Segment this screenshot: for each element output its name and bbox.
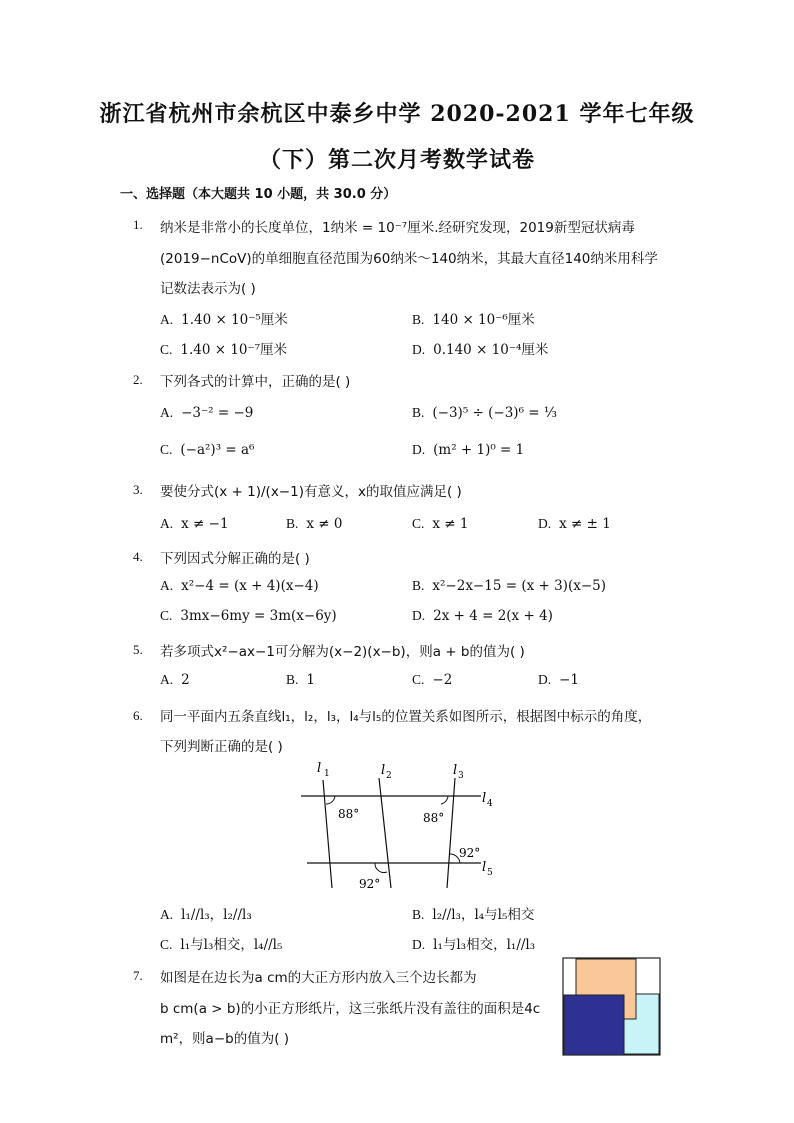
option-label: B. xyxy=(412,405,425,420)
option-text: −3⁻² = −9 xyxy=(181,405,254,421)
option-c[interactable] xyxy=(160,442,254,458)
question-text: 纳米是非常小的长度单位，1纳米 = 10⁻⁷厘米.经研究发现，2019新型冠状病毒 xyxy=(160,220,635,236)
option-text: l₁与l₃相交，l₄//l₅ xyxy=(180,937,283,953)
angle-arc xyxy=(326,796,335,804)
option-label: B. xyxy=(412,312,425,327)
option-text: 1 xyxy=(306,672,315,688)
option-label: D. xyxy=(412,608,426,623)
question-number: 7. xyxy=(133,968,143,983)
option-d[interactable] xyxy=(412,608,553,624)
option-label: C. xyxy=(160,608,173,623)
option-text: 1.40 × 10⁻⁵厘米 xyxy=(181,312,288,328)
label-l4-sub: 4 xyxy=(487,799,493,809)
option-text: −2 xyxy=(432,672,453,688)
angle-label: 92° xyxy=(459,846,481,860)
option-b[interactable] xyxy=(412,903,534,923)
angle-label: 88° xyxy=(423,811,445,825)
option-b[interactable] xyxy=(286,516,343,532)
option-label: A. xyxy=(160,516,174,531)
option-label: C. xyxy=(412,516,425,531)
option-d[interactable] xyxy=(538,516,611,532)
option-text: l₁与l₃相交，l₁//l₃ xyxy=(433,937,536,953)
option-label: D. xyxy=(538,516,552,531)
option-d[interactable] xyxy=(412,338,548,358)
option-label: B. xyxy=(412,907,425,922)
option-c[interactable] xyxy=(160,608,337,624)
option-label: D. xyxy=(412,937,426,952)
option-label: A. xyxy=(160,578,174,593)
option-text: 3mx−6my = 3m(x−6y) xyxy=(180,608,337,624)
option-label: B. xyxy=(286,516,299,531)
label-l3-sub: 3 xyxy=(458,771,464,781)
option-d[interactable] xyxy=(412,933,535,953)
option-b[interactable] xyxy=(286,672,315,688)
blue-square xyxy=(564,995,624,1055)
option-label: A. xyxy=(160,405,174,420)
question-text: 下列各式的计算中，正确的是( ) xyxy=(160,374,351,390)
angle-label: 92° xyxy=(359,877,381,891)
option-c[interactable] xyxy=(160,338,287,358)
option-text: x²−4 = (x + 4)(x−4) xyxy=(181,578,319,594)
option-label: D. xyxy=(538,672,552,687)
option-text: 2 xyxy=(181,672,190,688)
question-text: 同一平面内五条直线l₁，l₂，l₃，l₄与l₅的位置关系如图所示，根据图中标示的角度， xyxy=(160,709,652,725)
section-heading: 一、选择题（本大题共 10 小题，共 30.0 分） xyxy=(120,187,397,202)
angle-arc xyxy=(441,796,448,804)
question-text: (2019−nCoV)的单细胞直径范围为60纳米～140纳米，其最大直径140纳米用科学 xyxy=(160,251,658,267)
question-text: 若多项式x²−ax−1可分解为(x−2)(x−b)，则a + b的值为( ) xyxy=(160,644,525,660)
option-text: −1 xyxy=(559,672,580,688)
question-number: 2. xyxy=(133,372,143,387)
lines-figure xyxy=(295,760,505,895)
squares-figure xyxy=(562,957,662,1057)
option-text: (−3)⁵ ÷ (−3)⁶ = ⅓ xyxy=(432,405,557,421)
option-d[interactable] xyxy=(538,672,579,688)
question-text: 要使分式(x + 1)/(x−1)有意义，x的取值应满足( ) xyxy=(160,484,462,500)
line-l3 xyxy=(447,778,455,888)
option-a[interactable] xyxy=(160,516,229,532)
question-text: 下列因式分解正确的是( ) xyxy=(160,551,310,567)
angle-arc xyxy=(375,863,387,873)
question-text: 记数法表示为( ) xyxy=(160,281,256,297)
label-l2-sub: 2 xyxy=(386,771,392,781)
question-number: 1. xyxy=(133,217,143,232)
option-b[interactable] xyxy=(412,578,606,594)
option-text: x ≠ 0 xyxy=(306,516,343,532)
option-label: A. xyxy=(160,907,174,922)
option-b[interactable] xyxy=(412,308,535,328)
label-l1: l xyxy=(317,761,322,776)
label-l2: l xyxy=(381,763,386,778)
option-label: D. xyxy=(412,342,426,357)
question-number: 5. xyxy=(133,642,143,657)
label-l5: l xyxy=(482,860,487,875)
label-l1-sub: 1 xyxy=(324,769,330,779)
option-text: 2x + 4 = 2(x + 4) xyxy=(433,608,553,624)
option-c[interactable] xyxy=(160,933,282,953)
option-text: x²−2x−15 = (x + 3)(x−5) xyxy=(432,578,606,594)
option-a[interactable] xyxy=(160,903,252,923)
option-text: 140 × 10⁻⁶厘米 xyxy=(432,312,535,328)
option-text: l₁//l₃，l₂//l₃ xyxy=(181,907,252,923)
label-l4: l xyxy=(482,791,487,806)
option-a[interactable] xyxy=(160,672,190,688)
option-text: x ≠ −1 xyxy=(181,516,229,532)
question-text: 下列判断正确的是( ) xyxy=(160,739,283,755)
question-text: b cm(a > b)的小正方形纸片，这三张纸片没有盖往的面积是4c xyxy=(160,1001,541,1017)
option-c[interactable] xyxy=(412,672,452,688)
option-label: A. xyxy=(160,312,174,327)
page-title-line1: 浙江省杭州市余杭区中泰乡中学 2020-2021 学年七年级 xyxy=(99,101,695,127)
option-text: 1.40 × 10⁻⁷厘米 xyxy=(180,342,288,358)
page-title-line2: （下）第二次月考数学试卷 xyxy=(258,147,535,173)
option-label: C. xyxy=(160,342,173,357)
question-number: 3. xyxy=(133,482,143,497)
option-label: D. xyxy=(412,442,426,457)
option-a[interactable] xyxy=(160,578,319,594)
option-text: (m² + 1)⁰ = 1 xyxy=(433,442,525,458)
option-d[interactable] xyxy=(412,442,524,458)
option-text: x ≠ 1 xyxy=(432,516,469,532)
option-text: 0.140 × 10⁻⁴厘米 xyxy=(433,342,549,358)
angle-label: 88° xyxy=(338,807,360,821)
question-text: 如图是在边长为a cm的大正方形内放入三个边长都为 xyxy=(160,970,477,986)
label-l3: l xyxy=(453,763,458,778)
label-l5-sub: 5 xyxy=(487,868,493,878)
option-label: C. xyxy=(160,442,173,457)
option-label: C. xyxy=(160,937,173,952)
option-label: B. xyxy=(286,672,299,687)
question-text: m²，则a−b的值为( ) xyxy=(160,1031,290,1047)
option-label: C. xyxy=(412,672,425,687)
option-label: A. xyxy=(160,672,174,687)
option-text: x ≠ ± 1 xyxy=(559,516,611,532)
option-label: B. xyxy=(412,578,425,593)
option-a[interactable] xyxy=(160,405,253,421)
option-a[interactable] xyxy=(160,308,288,328)
option-b[interactable] xyxy=(412,405,557,421)
option-c[interactable] xyxy=(412,516,469,532)
option-text: l₂//l₃，l₄与l₅相交 xyxy=(432,907,535,923)
question-number: 4. xyxy=(133,549,143,564)
option-text: (−a²)³ = a⁶ xyxy=(180,442,255,458)
question-number: 6. xyxy=(133,708,143,723)
